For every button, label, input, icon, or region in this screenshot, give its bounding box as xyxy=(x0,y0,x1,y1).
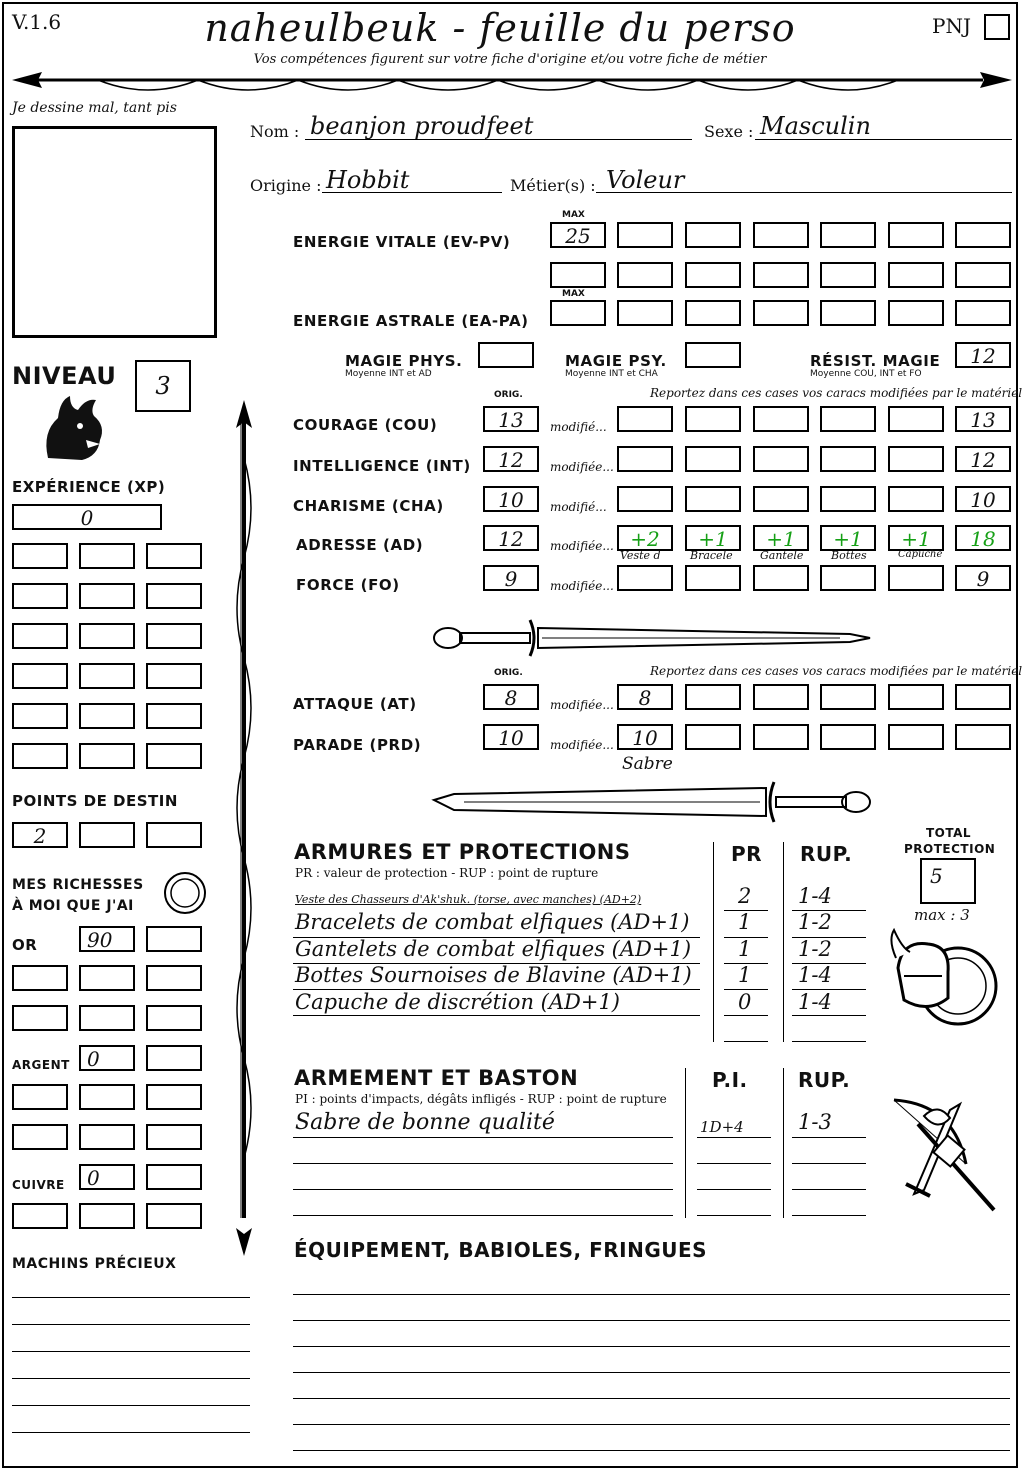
total-protection-label-2: PROTECTION xyxy=(904,842,996,856)
pr-col-header: PR xyxy=(731,842,763,866)
total-protection-box[interactable]: 5 xyxy=(920,858,976,904)
xp-box[interactable] xyxy=(79,543,135,569)
armure-pr[interactable]: 0 xyxy=(738,990,752,1014)
stat-orig-box[interactable]: 12 xyxy=(483,525,539,551)
or-box[interactable] xyxy=(12,965,68,991)
prd-mod-box[interactable] xyxy=(888,724,944,750)
pnj-checkbox[interactable] xyxy=(984,14,1010,40)
stat-mod-box[interactable] xyxy=(685,446,741,472)
at-final-box[interactable] xyxy=(955,684,1011,710)
at-label: ATTAQUE (AT) xyxy=(293,695,417,713)
stat-mod-box[interactable]: +2 xyxy=(617,525,673,551)
stat-mod-box[interactable] xyxy=(888,486,944,512)
stat-mod-box[interactable] xyxy=(617,446,673,472)
prd-final-box[interactable] xyxy=(955,724,1011,750)
argent-label: ARGENT xyxy=(12,1058,70,1072)
portrait-caption: Je dessine mal, tant pis xyxy=(12,100,177,116)
xp-box[interactable] xyxy=(146,623,202,649)
richesses-label: MES RICHESSES xyxy=(12,877,144,893)
argent-box[interactable] xyxy=(146,1124,202,1150)
armure-pr[interactable]: 1 xyxy=(738,910,752,934)
destin-box[interactable] xyxy=(79,822,135,848)
origine-field[interactable]: Hobbit xyxy=(326,166,410,194)
argent-box[interactable] xyxy=(79,1084,135,1110)
ev-box[interactable] xyxy=(685,222,741,248)
stat-mod-box[interactable] xyxy=(617,565,673,591)
armure-rup[interactable]: 1-2 xyxy=(798,937,832,961)
resist-magie-box[interactable]: 12 xyxy=(955,342,1011,368)
resist-magie-label: RÉSIST. MAGIE xyxy=(810,352,941,370)
ev-box[interactable] xyxy=(753,262,809,288)
sexe-label: Sexe : xyxy=(704,122,754,141)
at-mod-box[interactable] xyxy=(753,684,809,710)
xp-box[interactable] xyxy=(79,583,135,609)
xp-box[interactable] xyxy=(146,583,202,609)
destin-label: POINTS DE DESTIN xyxy=(12,792,178,810)
ea-box[interactable] xyxy=(685,300,741,326)
stat-mod-label: modifié... xyxy=(550,500,607,514)
resist-magie-note: Moyenne COU, INT et FO xyxy=(810,369,922,379)
xp-box[interactable] xyxy=(79,623,135,649)
stat-final-box[interactable]: 9 xyxy=(955,565,1011,591)
xp-box[interactable]: 0 xyxy=(12,504,162,530)
arme-pi[interactable]: 1D+4 xyxy=(700,1118,744,1136)
stat-mod-box[interactable]: +1 xyxy=(820,525,876,551)
sexe-field[interactable]: Masculin xyxy=(760,112,871,140)
bonus-note: Bracele xyxy=(690,549,733,562)
page-title: naheulbeuk - feuille du perso xyxy=(204,6,796,50)
stats-report-note: Reportez dans ces cases vos caracs modifiées par le matériel xyxy=(650,386,1023,400)
bonus-note: Capuche xyxy=(898,549,943,560)
xp-box[interactable] xyxy=(12,663,68,689)
rup-col-header: RUP. xyxy=(800,842,853,866)
stat-mod-box[interactable]: +1 xyxy=(888,525,944,551)
stat-orig-box[interactable]: 13 xyxy=(483,406,539,432)
prd-label: PARADE (PRD) xyxy=(293,736,422,754)
stat-mod-box[interactable]: +1 xyxy=(685,525,741,551)
xp-box[interactable] xyxy=(12,543,68,569)
armure-name[interactable]: Capuche de discrétion (AD+1) xyxy=(295,990,620,1014)
armure-name[interactable]: Veste des Chasseurs d'Ak'shuk. (torse, avec manches) (AD+2) xyxy=(295,893,642,906)
xp-box[interactable] xyxy=(79,703,135,729)
xp-box[interactable] xyxy=(146,703,202,729)
richesses-label-2: À MOI QUE J'AI xyxy=(12,898,134,914)
stat-mod-box[interactable] xyxy=(753,406,809,432)
stat-final-box[interactable]: 12 xyxy=(955,446,1011,472)
prd-mod-box[interactable] xyxy=(820,724,876,750)
magie-phys-label: MAGIE PHYS. xyxy=(345,352,463,370)
niveau-box[interactable]: 3 xyxy=(135,360,191,412)
at-mod-box[interactable] xyxy=(685,684,741,710)
xp-box[interactable] xyxy=(12,623,68,649)
stat-mod-box[interactable] xyxy=(617,486,673,512)
xp-box[interactable] xyxy=(79,743,135,769)
or-box[interactable] xyxy=(79,965,135,991)
stat-mod-box[interactable] xyxy=(820,446,876,472)
stats-orig-label: ORIG. xyxy=(494,390,523,400)
weapons-icon xyxy=(884,1094,1008,1216)
magie-psy-box[interactable] xyxy=(685,342,741,368)
combat-report-note: Reportez dans ces cases vos caracs modifiées par le matériel xyxy=(650,664,1023,678)
cuivre-box[interactable] xyxy=(79,1203,135,1229)
armure-name[interactable]: Bracelets de combat elfiques (AD+1) xyxy=(295,910,690,934)
page-subtitle: Vos compétences figurent sur votre fiche d'origine et/ou votre fiche de métier xyxy=(253,52,767,67)
prd-note: Sabre xyxy=(622,754,673,774)
destin-box[interactable]: 2 xyxy=(12,822,68,848)
total-protection-label: TOTAL xyxy=(926,826,972,840)
ev-box[interactable] xyxy=(617,262,673,288)
stat-orig-box[interactable]: 10 xyxy=(483,486,539,512)
ea-box[interactable] xyxy=(617,300,673,326)
cuivre-label: CUIVRE xyxy=(12,1178,65,1192)
at-mod-box[interactable] xyxy=(820,684,876,710)
ev-box[interactable] xyxy=(685,262,741,288)
xp-box[interactable] xyxy=(12,583,68,609)
stat-mod-box[interactable] xyxy=(888,406,944,432)
ev-box[interactable] xyxy=(550,262,606,288)
metier-label: Métier(s) : xyxy=(510,176,596,195)
armure-rup[interactable]: 1-4 xyxy=(798,990,832,1014)
magie-psy-note: Moyenne INT et CHA xyxy=(565,369,658,379)
ev-max-box[interactable]: 25 xyxy=(550,222,606,248)
pi-col-header: P.I. xyxy=(712,1068,748,1092)
ev-max-label: MAX xyxy=(562,210,585,220)
nom-field[interactable]: beanjon proudfeet xyxy=(310,112,534,140)
armure-name[interactable]: Gantelets de combat elfiques (AD+1) xyxy=(295,937,692,961)
armures-subtitle: PR : valeur de protection - RUP : point de rupture xyxy=(295,866,599,880)
xp-box[interactable] xyxy=(12,743,68,769)
stat-mod-box[interactable] xyxy=(685,406,741,432)
magie-phys-note: Moyenne INT et AD xyxy=(345,369,432,379)
at-orig-box[interactable]: 8 xyxy=(483,684,539,710)
metier-field[interactable]: Voleur xyxy=(606,166,685,194)
at-mod-box[interactable] xyxy=(888,684,944,710)
xp-label: EXPÉRIENCE (XP) xyxy=(12,478,166,496)
armure-pr[interactable]: 1 xyxy=(738,963,752,987)
stat-mod-label: modifiée... xyxy=(550,539,614,553)
cuivre-box[interactable] xyxy=(12,1203,68,1229)
nom-label: Nom : xyxy=(250,122,300,141)
stat-label: COURAGE (COU) xyxy=(293,416,438,434)
stat-mod-box[interactable] xyxy=(820,406,876,432)
argent-box[interactable] xyxy=(12,1124,68,1150)
rup-col-header: RUP. xyxy=(798,1068,851,1092)
sword-icon xyxy=(430,780,875,824)
argent-box[interactable]: 0 xyxy=(79,1045,135,1071)
stat-mod-label: modifiée... xyxy=(550,460,614,474)
argent-box[interactable] xyxy=(79,1124,135,1150)
machins-label: MACHINS PRÉCIEUX xyxy=(12,1256,177,1272)
stat-mod-box[interactable]: +1 xyxy=(753,525,809,551)
magie-psy-label: MAGIE PSY. xyxy=(565,352,667,370)
stat-mod-box[interactable] xyxy=(617,406,673,432)
stat-mod-box[interactable] xyxy=(820,565,876,591)
or-box[interactable] xyxy=(146,926,202,952)
stat-mod-box[interactable] xyxy=(753,446,809,472)
stat-final-box[interactable]: 13 xyxy=(955,406,1011,432)
xp-box[interactable] xyxy=(146,663,202,689)
cuivre-box[interactable]: 0 xyxy=(79,1164,135,1190)
armure-pr[interactable]: 1 xyxy=(738,937,752,961)
ev-box[interactable] xyxy=(820,222,876,248)
combat-orig-label: ORIG. xyxy=(494,668,523,678)
stat-final-box[interactable]: 18 xyxy=(955,525,1011,551)
stat-mod-label: modifiée... xyxy=(550,579,614,593)
armure-rup[interactable]: 1-4 xyxy=(798,963,832,987)
stat-orig-box[interactable]: 12 xyxy=(483,446,539,472)
stat-mod-box[interactable] xyxy=(888,565,944,591)
ea-box[interactable] xyxy=(888,300,944,326)
stat-mod-box[interactable] xyxy=(753,486,809,512)
niveau-label: NIVEAU xyxy=(12,362,117,390)
bonus-note: Gantele xyxy=(760,549,804,562)
argent-box[interactable] xyxy=(12,1084,68,1110)
stat-label: FORCE (FO) xyxy=(296,576,400,594)
arme-name[interactable]: Sabre de bonne qualité xyxy=(295,1110,555,1135)
stat-label: ADRESSE (AD) xyxy=(296,536,424,554)
or-box[interactable] xyxy=(79,1005,135,1031)
origine-label: Origine : xyxy=(250,176,322,195)
xp-box[interactable] xyxy=(146,743,202,769)
ev-box[interactable] xyxy=(753,222,809,248)
xp-box[interactable] xyxy=(79,663,135,689)
ea-max-label: MAX xyxy=(562,289,585,299)
armures-title: ARMURES ET PROTECTIONS xyxy=(294,840,631,864)
ev-box[interactable] xyxy=(617,222,673,248)
argent-box[interactable] xyxy=(146,1084,202,1110)
prd-mod-box[interactable]: 10 xyxy=(617,724,673,750)
or-box[interactable]: 90 xyxy=(79,926,135,952)
armure-rup[interactable]: 1-4 xyxy=(798,884,832,908)
prd-mod-box[interactable] xyxy=(685,724,741,750)
stat-mod-box[interactable] xyxy=(753,565,809,591)
prd-orig-box[interactable]: 10 xyxy=(483,724,539,750)
arme-rup[interactable]: 1-3 xyxy=(798,1110,832,1134)
ea-box[interactable] xyxy=(955,300,1011,326)
at-mod-label: modifiée... xyxy=(550,698,614,712)
or-box[interactable] xyxy=(12,1005,68,1031)
or-label: OR xyxy=(12,936,38,954)
ev-box[interactable] xyxy=(888,262,944,288)
stat-final-box[interactable]: 10 xyxy=(955,486,1011,512)
prd-mod-label: modifiée... xyxy=(550,738,614,752)
stat-mod-box[interactable] xyxy=(685,486,741,512)
coin-icon xyxy=(162,870,208,916)
stat-mod-box[interactable] xyxy=(888,446,944,472)
bonus-note: Bottes xyxy=(831,549,867,562)
xp-box[interactable] xyxy=(12,703,68,729)
ea-label: ENERGIE ASTRALE (EA-PA) xyxy=(293,312,529,330)
argent-box[interactable] xyxy=(146,1045,202,1071)
stat-orig-box[interactable]: 9 xyxy=(483,565,539,591)
equipement-title: ÉQUIPEMENT, BABIOLES, FRINGUES xyxy=(294,1238,708,1262)
dragon-icon xyxy=(40,392,106,464)
ev-box[interactable] xyxy=(955,222,1011,248)
cuivre-box[interactable] xyxy=(146,1203,202,1229)
xp-box[interactable] xyxy=(146,543,202,569)
or-box[interactable] xyxy=(146,965,202,991)
pnj-label: PNJ xyxy=(932,14,971,38)
armure-pr[interactable]: 2 xyxy=(738,884,752,908)
prd-mod-box[interactable] xyxy=(753,724,809,750)
stat-mod-label: modifié... xyxy=(550,420,607,434)
spear-icon xyxy=(228,398,260,1258)
max-protection-note: max : 3 xyxy=(914,906,970,924)
armement-title: ARMEMENT ET BASTON xyxy=(294,1066,579,1090)
armement-subtitle: PI : points d'impacts, dégâts infligés - RUP : point de rupture xyxy=(295,1092,667,1106)
armure-name[interactable]: Bottes Sournoises de Blavine (AD+1) xyxy=(295,963,692,987)
stat-label: INTELLIGENCE (INT) xyxy=(293,457,471,475)
ev-label: ENERGIE VITALE (EV-PV) xyxy=(293,233,511,251)
portrait-box[interactable] xyxy=(12,126,217,338)
ev-box[interactable] xyxy=(820,262,876,288)
stat-mod-box[interactable] xyxy=(685,565,741,591)
helmet-shield-icon xyxy=(888,928,1000,1038)
ev-box[interactable] xyxy=(955,262,1011,288)
bonus-note: Veste d xyxy=(620,549,661,562)
magie-phys-box[interactable] xyxy=(478,342,534,368)
at-mod-box[interactable]: 8 xyxy=(617,684,673,710)
stat-label: CHARISME (CHA) xyxy=(293,497,444,515)
ea-box[interactable] xyxy=(820,300,876,326)
version-label: V.1.6 xyxy=(12,10,62,34)
stat-mod-box[interactable] xyxy=(820,486,876,512)
ev-box[interactable] xyxy=(888,222,944,248)
destin-box[interactable] xyxy=(146,822,202,848)
cuivre-box[interactable] xyxy=(146,1164,202,1190)
ea-max-box[interactable] xyxy=(550,300,606,326)
sword-icon xyxy=(430,614,875,658)
armure-rup[interactable]: 1-2 xyxy=(798,910,832,934)
ea-box[interactable] xyxy=(753,300,809,326)
or-box[interactable] xyxy=(146,1005,202,1031)
